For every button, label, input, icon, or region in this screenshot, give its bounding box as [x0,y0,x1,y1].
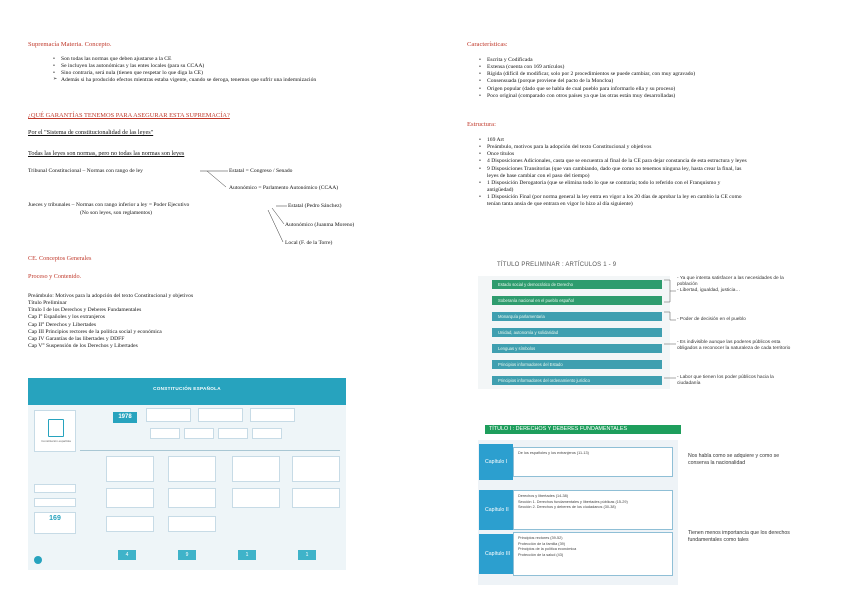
info-card [292,456,340,482]
caracteristicas-title: Características: [467,41,508,48]
info-card [34,498,76,507]
capitulo-ii-box: Derechos y libertades (14-38) Sección 1. Derechos fundamentales y libertades públicas (15-29) Sección 2. Derechos y deberes de los ciudadanos (30-38) [513,490,673,530]
book-icon [48,419,64,437]
capitulo-iii-box: Principios rectores (39-52) Protección de la familia (39) Principios de la política económica Protección de la salud (43) [513,532,673,576]
estructura-list [478,137,748,209]
info-card [198,408,243,422]
list-item: • Origen popular (dado que se habla de cual pueblo para informarlo ella y su proceso) [478,86,818,93]
capitulo-label: Capítulo III [485,550,511,557]
list-item: • Poco original (comparado con otros países ya que las otras están muy desarrolladas) [478,93,818,100]
info-card [146,408,191,422]
connector-line [272,208,284,224]
capitulo-iii-note: Tienen menos importancia que los derechos fundamentales como tales [688,530,790,543]
preliminar-bar: Principios informadores del Estado [492,360,662,369]
number-badge: 1 [298,550,316,560]
number-badge: 9 [178,550,196,560]
list-item: • 4 Disposiciones Adicionales, casta que se encuentra al final de la CE para dejar constancia de esta estructura y leyes [478,158,748,165]
preliminar-bar: Monarquía parlamentaria [492,312,662,321]
list-item: • Sino contraria, será nula (tienen que respetar lo que diga la CE) [52,70,382,77]
list-item: Cap III Principios rectores de la política social y económica [28,328,162,335]
list-item: Cap V° Suspensión de los Derechos y Libertades [28,343,138,350]
bracket-line [664,280,676,302]
guarantees-question: ¿QUÉ GARANTÍAS TENEMOS PARA ASEGURAR ESTA SUPREMACÍA? [28,112,230,119]
list-item: Cap I° Españoles y los extranjeros [28,314,105,321]
info-card [34,484,76,493]
info-card [252,428,282,439]
info-card [168,456,216,482]
supremacy-title: Supremacía Materia. Concepto. [28,41,112,48]
local-ejecutivo: Local (F. de la Torre) [285,240,333,246]
logo-icon [34,556,42,564]
tc-label: Tribunal Constitucional – Normas con rango de ley [28,168,143,174]
number-badge: 4 [118,550,136,560]
year-badge: 1978 [113,412,137,423]
preliminar-bar: Unidad, autonomía y solidaridad [492,328,662,337]
ce-general-title: CE. Conceptos Generales [28,255,92,262]
list-item: • Rígida (difícil de modificar, solo por 2 procedimientos se puede cambiar, con muy agravado) [478,71,818,78]
autonomico-parlamento: Autonómico = Parlamento Autonómico (CCAA) [229,185,339,191]
ce-caption: Constitución española [41,439,71,443]
info-card [168,488,216,508]
titulo-preliminar-panel [478,276,670,389]
constitution-infographic [28,378,346,570]
capitulo-label: Capítulo I [485,458,508,465]
connector-line [268,210,283,242]
list-item: • Se incluyen las autonómicas y las entes locales (para su CCAA) [52,63,382,70]
list-item: • 1 Disposición Final (por norma general la ley entra en vigor a los 20 días de aprobar la ley en cambio la CE como tenían tanta ansia de que entrara en vigor lo hizo al día siguiente) [478,194,748,208]
hierarchy-connectors [0,0,420,260]
annotation: - Es indivisible aunque las poderes públicos esta obligados a reconocer la naturaleza de cada territorio [677,340,791,352]
preliminar-bar: Principios informadores del ordenamiento jurídico [492,376,662,385]
capitulo-label: Capítulo II [485,506,509,513]
info-card [184,428,214,439]
annotation: - Ya que intenta satisfacer a las necesidades de la población - Libertad, igualdad, justicia… [677,276,784,294]
info-card [250,408,295,422]
list-item: ➢ Además si ha producido efectos mientras estaba vigente, cuando se deroga, tenemos que sufrir una indemnización [52,77,382,84]
preliminar-bar: Lenguas y símbolos [492,344,662,353]
list-item: Preámbulo: Motivos para la adopción del texto Constitucional y objetivos [28,293,194,299]
system-line: Por el "Sistema de constitucionalidad de las leyes" [28,129,154,136]
contents-list [28,293,358,350]
estatal-ejecutivo: Estatal (Pedro Sánchez) [288,203,342,209]
info-card [292,488,340,508]
info-card [106,456,154,482]
list-item: • Once títulos [478,151,748,158]
list-item: Título Preliminar [28,300,67,307]
titulo-preliminar-heading: TÍTULO PRELIMINAR : ARTÍCULOS 1 - 9 [497,262,617,268]
info-card [150,428,180,439]
proceso-title: Proceso y Contenido. [28,273,82,280]
info-card [218,428,248,439]
jueces-label: Jueces y tribunales – Normas con rango inferior a ley = Poder Ejecutivo [28,202,190,208]
list-item: • 9 Disposiciones Transitorias (que van cambiando, dado que como no tenemos ninguna ley, hasta crear la final, las leyes de base cambiar con el paso del tiempo) [478,166,748,180]
list-item: Cap IV Garantías de las libertades y DDFF [28,335,125,342]
divider [80,450,340,451]
list-item: • Son todas las normas que deben ajustarse a la CE [52,56,382,63]
titulo-i-heading: TÍTULO I : DERECHOS Y DEBERES FUNDAMENTALES [485,425,681,434]
list-item: • 1 Disposición Derogatoria (que se elimina todo lo que se contraria; todo lo referido con el Franquismo y antigüedad) [478,180,748,194]
info-card [232,488,280,508]
all-laws-line: Todas las leyes son normas, pero no todas las normas son leyes [28,150,185,157]
estatal-congreso: Estatal = Congreso / Senado [229,168,293,174]
autonomico-ejecutivo: Autonómico (Juanma Moreno) [285,222,355,228]
list-item: • Extensa (cuenta con 169 artículos) [478,64,818,71]
bracket-line [664,312,676,320]
list-item: • Preámbulo, motivos para la adopción del texto Constitucional y objetivos [478,144,748,151]
infographic-title: CONSTITUCIÓN ESPAÑOLA [153,386,221,391]
list-item: • 169 Art [478,137,748,144]
list-item: Cap II° Derechos y Libertades [28,321,97,328]
capitulo-ii-tab [479,490,513,530]
info-card [106,488,154,508]
capitulo-i-note: Nos habla como se adquiere y como se conserva la nacionalidad [688,453,780,466]
annotation: - Poder de decisión en el pueblo [677,317,746,322]
info-card [168,516,216,532]
preliminar-bar: Soberanía nacional en el pueblo español [492,296,662,305]
capitulo-iii-tab [479,534,513,574]
list-item: Título I de los Derechos y Deberes Fundamentales [28,307,142,314]
preliminar-bar: Estado social y democrático de Derecho [492,280,662,289]
capitulo-i-tab [479,444,513,480]
info-card [232,456,280,482]
articles-count: 169 [49,515,61,522]
capitulo-i-box: De los españoles y los extranjeros (11-13) [513,447,673,477]
connector-line [207,171,226,187]
annotation: - Labor que tienen los poder públicos hacia la ciudadanía [677,375,774,387]
list-item: • Consensuada (porque proviene del pacto de la Moncloa) [478,78,818,85]
info-card [106,516,154,532]
list-item: • Escrita y Codificada [478,57,818,64]
caracteristicas-list [478,57,818,100]
jueces-sub: (No son leyes, son reglamentos) [80,210,152,216]
ce-book-card [34,410,76,452]
estructura-title: Estructura: [467,121,496,128]
number-badge: 1 [238,550,256,560]
